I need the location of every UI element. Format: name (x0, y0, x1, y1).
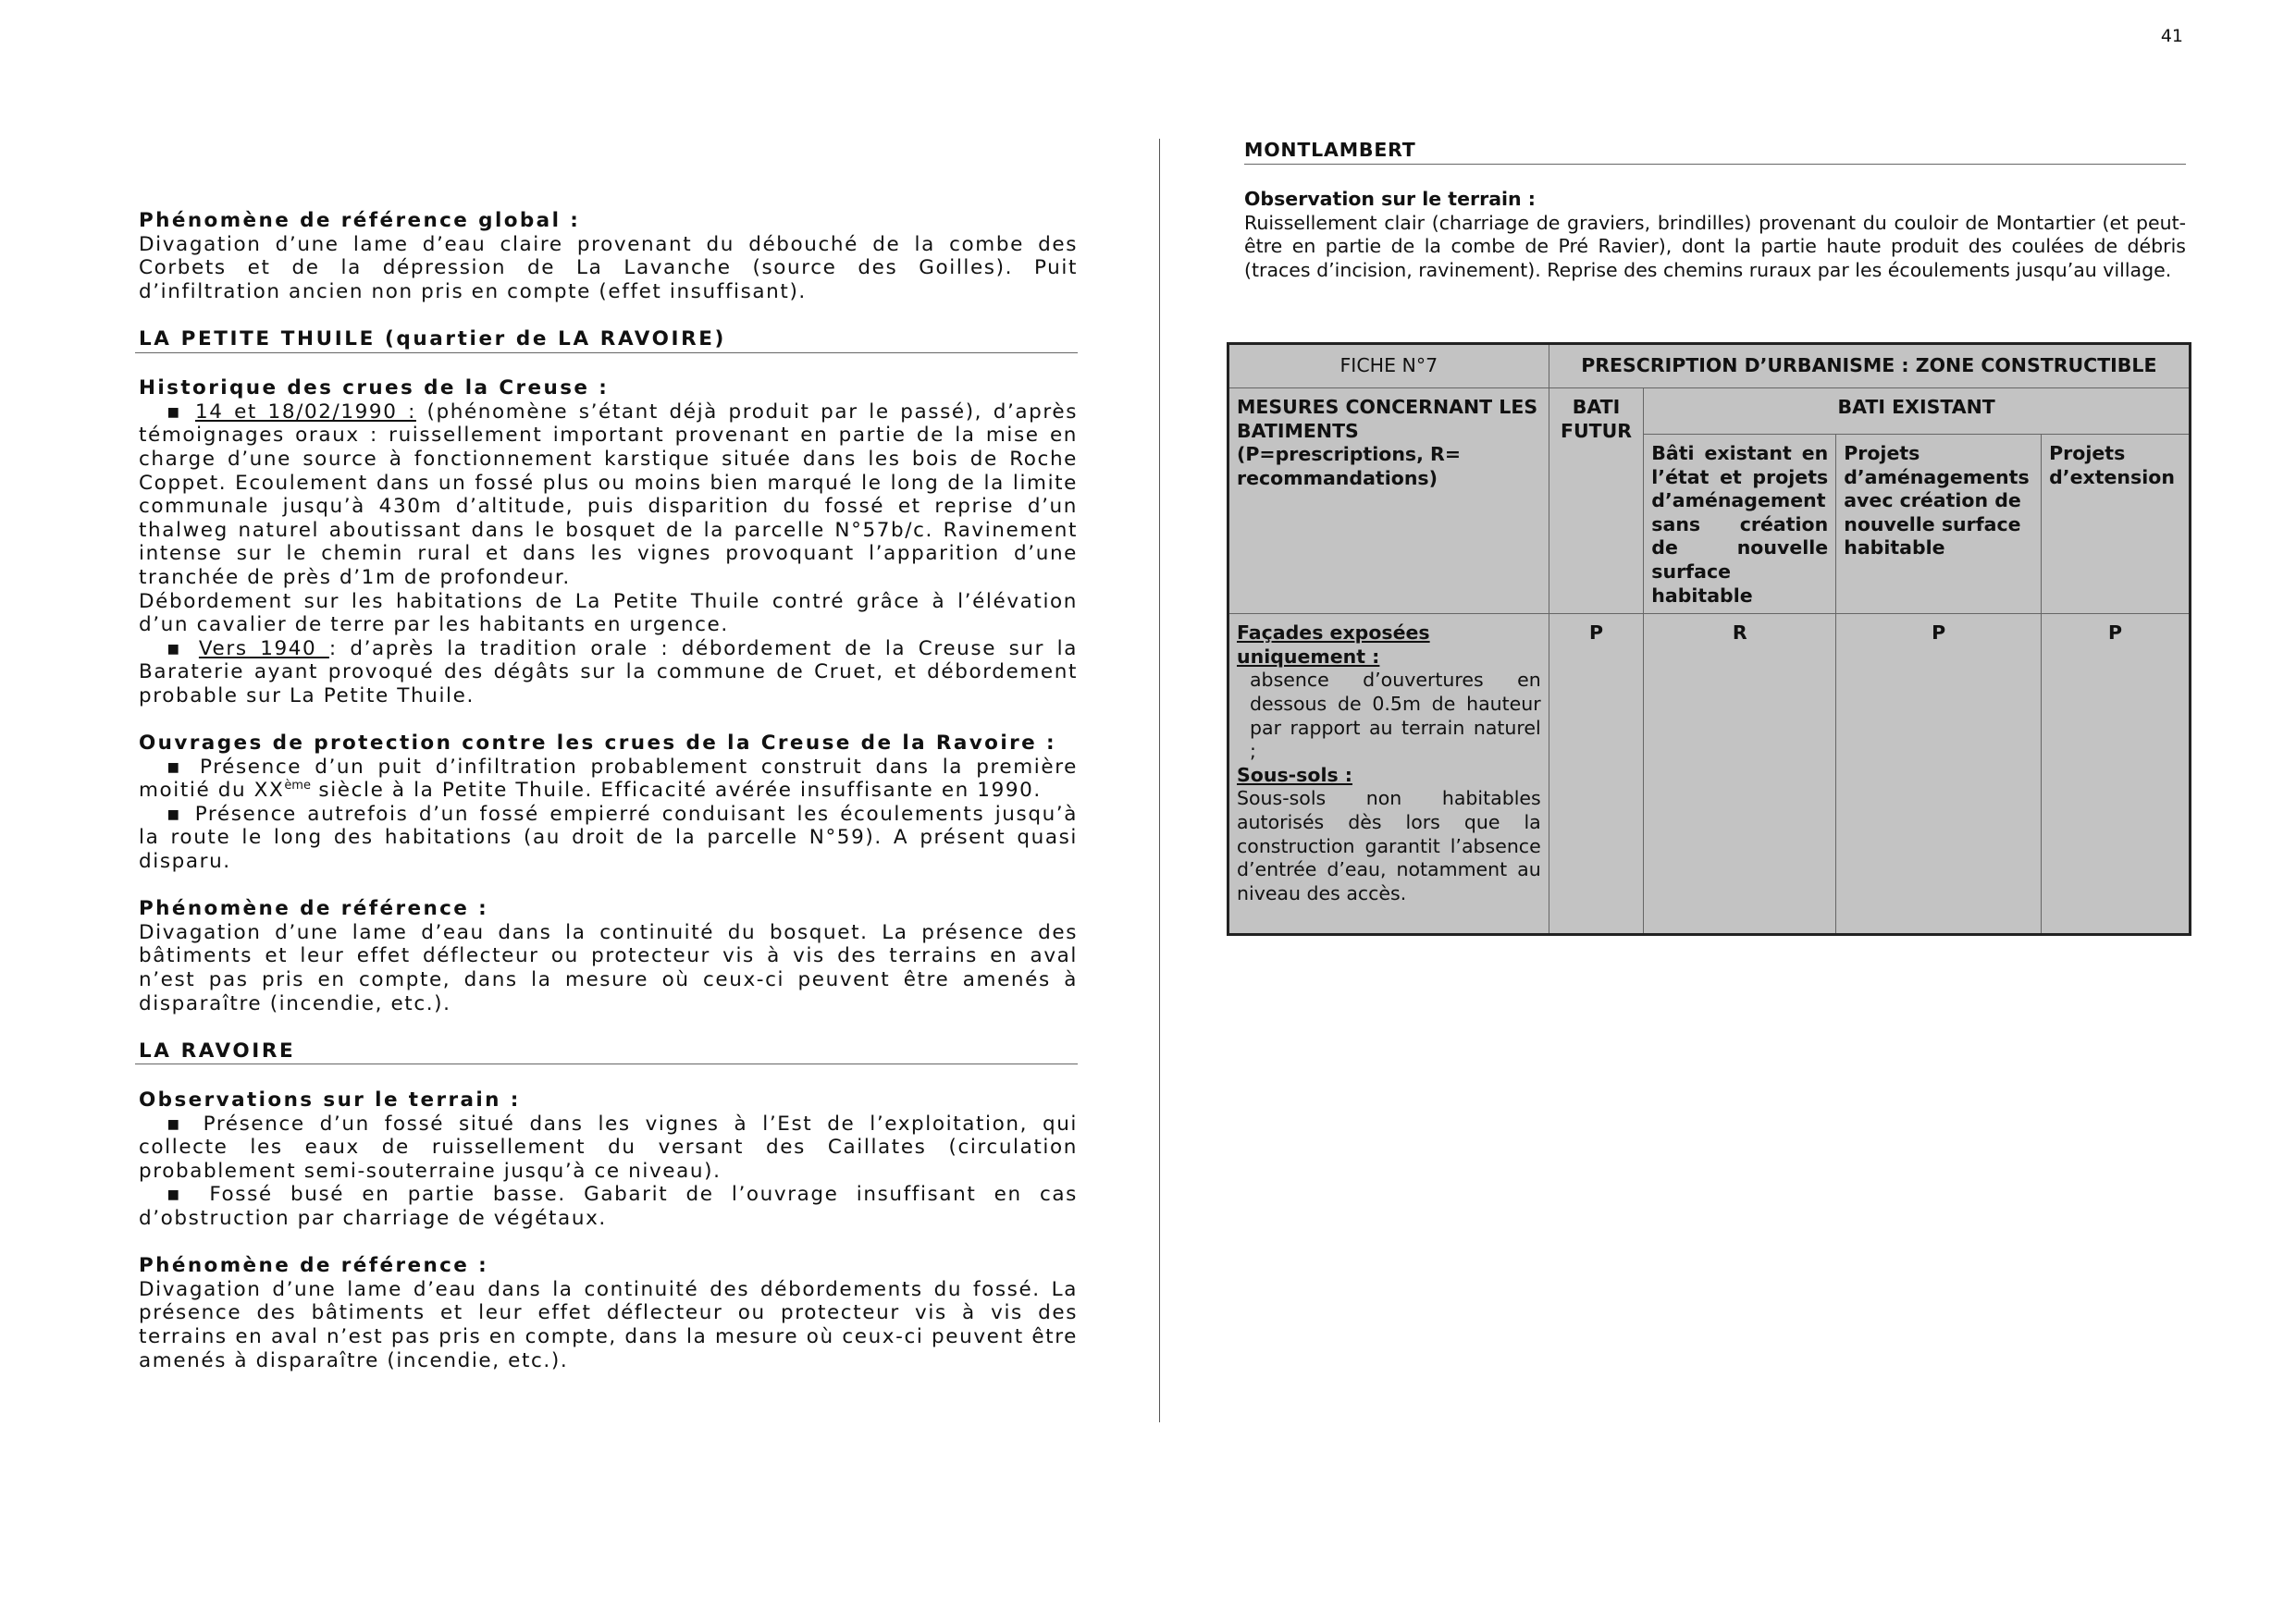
observation-heading-montlambert: Observation sur le terrain : (1244, 188, 1536, 211)
bati-existant-header: BATI EXISTANT (1644, 388, 2191, 435)
reference-heading-ravoire: Phénomène de référence : (139, 1254, 489, 1278)
mesures-header: MESURES CONCERNANT LES BATIMENTS (P=prescriptions, R= recommandations) (1228, 388, 1549, 614)
section-title-montlambert: MONTLAMBERT (1244, 139, 2186, 165)
prescription-table (1227, 342, 2191, 936)
bullet-icon: ▪ (167, 1112, 189, 1136)
bullet-icon: ▪ (167, 755, 187, 779)
prescription-title: PRESCRIPTION D’URBANISME : ZONE CONSTRUCTIBLE (1549, 344, 2190, 388)
facades-cell (1228, 614, 1549, 935)
left-column (139, 209, 1078, 1372)
observation-item-2: ▪ Fossé busé en partie basse. Gabarit de l’ouvrage insuffisant en cas d’obstruction par charriage de végétaux. (139, 1183, 1078, 1230)
column-projets-amenagements: Projets d’aménagements avec création de nouvelle surface habitable (1836, 435, 2042, 614)
value-bati-etat: R (1644, 614, 1836, 935)
ouvrages-heading: Ouvrages de protection contre les crues de la Creuse de la Ravoire : (139, 732, 1056, 756)
historique-item-1940: ▪ Vers 1940 : d’après la tradition orale : débordement de la Creuse sur la Baraterie ayant provoqué des dégâts sur la commune de Cruet, et débordement probable sur La Petite Thuile. (139, 636, 1079, 707)
historique-item-1990: ▪ 14 et 18/02/1990 : (phénomène s’étant déjà produit par le passé), d’après témoignages oraux : ruissellement important provenant en partie de la mise en charge d’une source à fonctionnement karstique située dans les bois de Roche Coppet. Ecoulement dans un fossé plus ou moins bien marqué le long de la limite communale jusqu’à 430m d’altitude, puis disparition du fossé et reprise d’un thalweg naturel aboutissant dans le bosquet de la parcelle N°57b/c. Ravinement intense sur le chemin rural et dans les vignes provoquant l’apparition d’une tranchée de près d’1m de profondeur. (139, 400, 1079, 589)
ouvrage-item-fosse: ▪ Présence autrefois d’un fossé empierré conduisant les écoulements jusqu’à la route le long des habitations (au droit de la parcelle N°59). A présent quasi disparu. (139, 802, 1079, 874)
value-projets-extension: P (2042, 614, 2191, 935)
global-reference-heading: Phénomène de référence global : (139, 209, 581, 232)
value-projets-amenagements: P (1836, 614, 2042, 935)
observations-heading-ravoire: Observations sur le terrain : (139, 1088, 521, 1112)
facades-title: Façades exposées uniquement : (1237, 621, 1430, 668)
section-title-petite-thuile: LA PETITE THUILE (quartier de LA RAVOIRE) (135, 327, 1078, 353)
page-number: 41 (2160, 26, 2183, 46)
reference-text-ravoire: Divagation d’une lame d’eau dans la continuité des débordements du fossé. La présence des bâtiments et leur effet déflecteur ou protecteur vis à vis des terrains en aval n’est pas pris en compte, dans la mesure où ceux-ci peuvent être amenés à disparaître (incendie, etc.). (139, 1277, 1078, 1372)
bullet-icon: ▪ (167, 400, 185, 424)
bati-futur-header: BATI FUTUR (1549, 388, 1644, 614)
soussols-text: Sous-sols non habitables autorisés dès lors que la construction garantit l’absence d’entrée d’eau, notamment au niveau des accès. (1237, 787, 1541, 904)
observation-text-montlambert: Ruissellement clair (charriage de graviers, brindilles) provenant du couloir de Montartier (et peut-être en partie de la combe de Pré Ravier), dont la partie haute produit des coulées de débris (traces d’incision, ravinement). Reprise des chemins ruraux par les écoulements jusqu’au village. (1244, 211, 2186, 281)
observation-item-1: ▪ Présence d’un fossé situé dans les vignes à l’Est de l’exploitation, qui collecte les eaux de ruissellement du versant des Caillates (circulation probablement semi-souterraine jusqu’à ce niveau). (139, 1112, 1079, 1183)
right-column (1244, 139, 2186, 283)
table-row-facades (1228, 614, 2191, 935)
column-projets-extension: Projets d’extension (2042, 435, 2191, 614)
date-1940: Vers 1940 (198, 636, 329, 660)
historique-item-1990-continued: Débordement sur les habitations de La Petite Thuile contré grâce à l’élévation d’un cavalier de terre par les habitants en urgence. (139, 589, 1078, 637)
section-title-ravoire: LA RAVOIRE (135, 1039, 1078, 1065)
bullet-icon: ▪ (167, 1183, 192, 1207)
table-subheader-row (1228, 388, 2191, 435)
column-divider (1159, 139, 1160, 1422)
table-header-row (1228, 344, 2191, 388)
facades-text: absence d’ouvertures en dessous de 0.5m de hauteur par rapport au terrain naturel ; (1250, 669, 1541, 763)
reference-text-petite-thuile: Divagation d’une lame d’eau dans la continuité du bosquet. La présence des bâtiments et leur effet déflecteur ou protecteur vis à vis des terrains en aval n’est pas pris en compte, dans la mesure où ceux-ci peuvent être amenés à disparaître (incendie, etc.). (139, 920, 1078, 1015)
historique-heading: Historique des crues de la Creuse : (139, 376, 610, 400)
date-1990: 14 et 18/02/1990 : (194, 400, 416, 424)
ouvrage-item-puit: ▪ Présence d’un puit d’infiltration probablement construit dans la première moitié du XXème siècle à la Petite Thuile. Efficacité avérée insuffisante en 1990. (139, 755, 1078, 803)
column-bati-etat: Bâti existant en l’état et projets d’aménagement sans création de nouvelle surface habitable (1644, 435, 1836, 614)
value-bati-futur: P (1549, 614, 1644, 935)
bullet-icon: ▪ (167, 802, 185, 826)
fiche-number: FICHE N°7 (1228, 344, 1549, 388)
reference-heading-petite-thuile: Phénomène de référence : (139, 897, 489, 921)
bullet-icon: ▪ (167, 636, 187, 660)
soussols-title: Sous-sols : (1237, 763, 1353, 786)
global-reference-text: Divagation d’une lame d’eau claire provenant du débouché de la combe des Corbets et de la dépression de La Lavanche (source des Goilles). Puit d’infiltration ancien non pris en compte (effet insuffisant). (139, 232, 1078, 303)
